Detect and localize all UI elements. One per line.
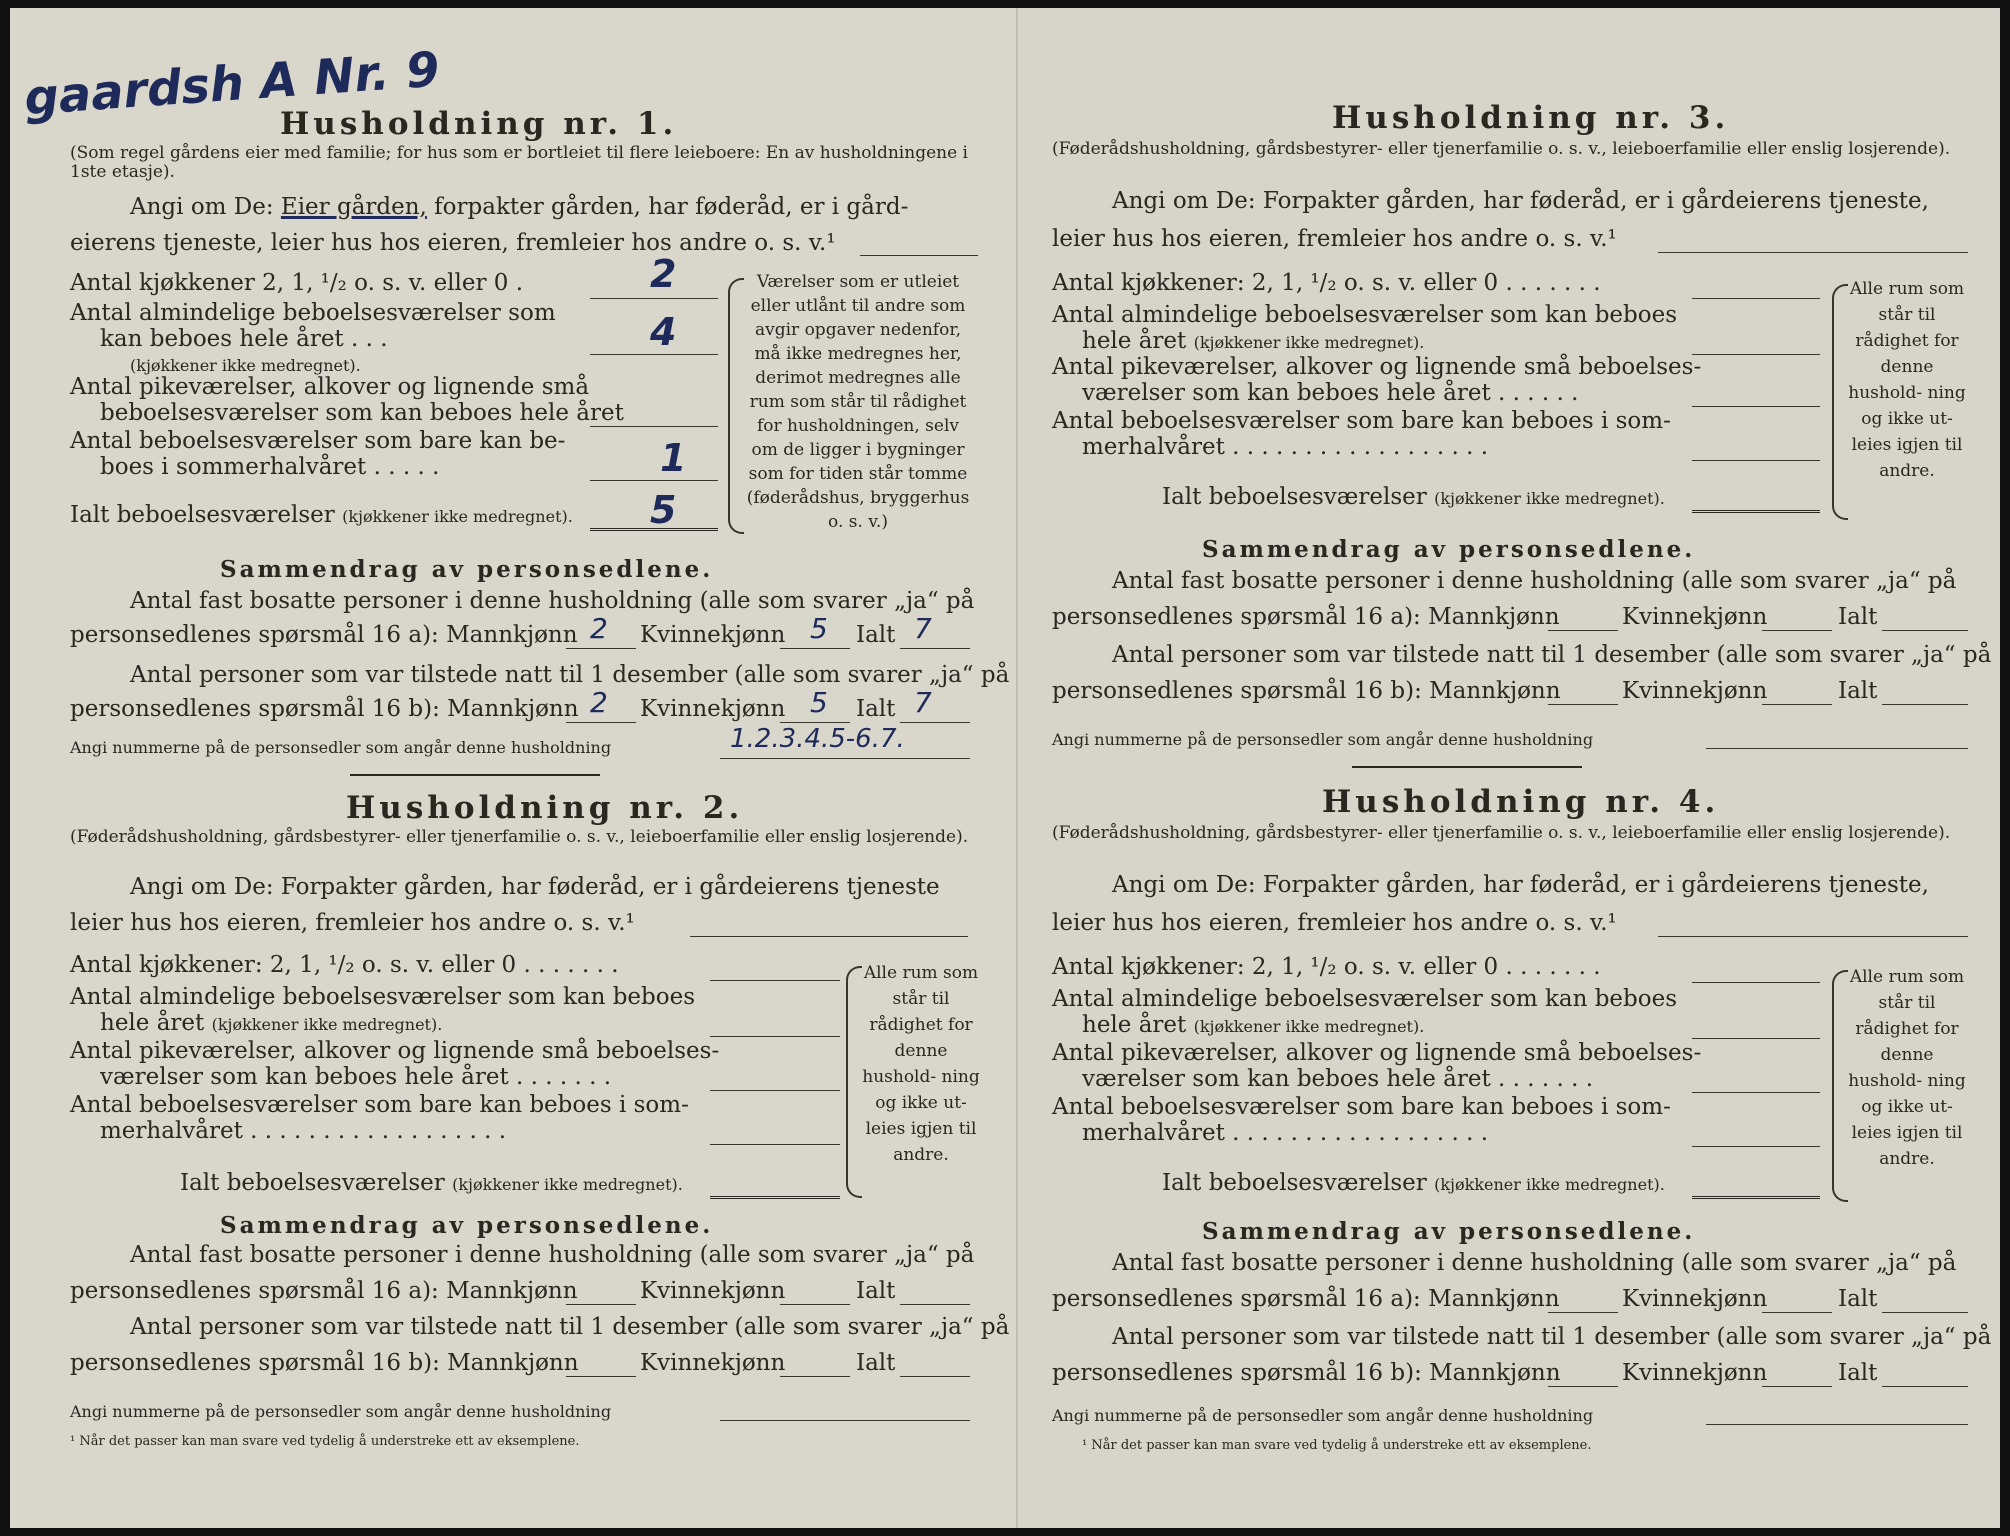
h1-total-rooms-sub: (kjøkkener ikke medregnet). bbox=[342, 507, 573, 526]
h3-maid-rooms-label-a: Antal pikeværelser, alkover og lignende små beboelses- bbox=[1052, 354, 1702, 380]
h1-maid-rooms-label-a: Antal pikeværelser, alkover og lignende små bbox=[70, 374, 590, 400]
h4-16a-female-label: Kvinnekjønn bbox=[1622, 1286, 1768, 1312]
h3-person-numbers-line bbox=[1706, 748, 1968, 749]
h1-summer-rooms-line bbox=[590, 480, 718, 481]
h2-rooms-line bbox=[710, 1036, 840, 1037]
h2-total-rooms-text: Ialt beboelsesværelser bbox=[180, 1170, 445, 1196]
h4-total-rooms-label bbox=[1162, 1170, 1665, 1196]
h1-person-numbers-line bbox=[720, 758, 970, 759]
h2-rooms-label-a: Antal almindelige beboelsesværelser som kan beboes bbox=[70, 984, 696, 1010]
left-page bbox=[10, 8, 1018, 1528]
h1-maid-rooms-label-b: beboelsesværelser som kan beboes hele året bbox=[100, 400, 624, 426]
h2-16a-total-label: Ialt bbox=[856, 1278, 896, 1304]
h2-total-rooms-line bbox=[710, 1196, 840, 1199]
h1-rooms-label-a: Antal almindelige beboelsesværelser som bbox=[70, 300, 556, 326]
h1-angi-line1 bbox=[130, 194, 908, 220]
h2-summer-rooms-label-b: merhalvåret . . . . . . . . . . . . . . . . . . bbox=[100, 1118, 507, 1144]
h1-person-numbers-label: Angi nummerne på de personsedler som angår denne husholdning bbox=[70, 738, 612, 757]
h4-16b-female-line bbox=[1762, 1386, 1832, 1387]
h3-16a-male-label: personsedlenes spørsmål 16 a): Mannkjønn bbox=[1052, 604, 1560, 630]
h4-person-numbers-line bbox=[1706, 1424, 1968, 1425]
h4-angi-line2: leier hus hos eieren, fremleier hos andre o. s. v.¹ bbox=[1052, 910, 1617, 936]
h3-note: (Føderådshusholdning, gårdsbestyrer- eller tjenerfamilie o. s. v., leieboerfamilie eller enslig losjerende). bbox=[1052, 139, 1951, 159]
h1-16a-male-line bbox=[566, 648, 636, 649]
h1-summary-line1: Antal fast bosatte personer i denne husholdning (alle som svarer „ja“ på bbox=[130, 588, 975, 614]
h4-kitchens-line bbox=[1692, 982, 1820, 983]
h3-16b-male-label: personsedlenes spørsmål 16 b): Mannkjønn bbox=[1052, 678, 1561, 704]
h2-16a-male-label: personsedlenes spørsmål 16 a): Mannkjønn bbox=[70, 1278, 578, 1304]
h2-kitchens-label: Antal kjøkkener: 2, 1, ¹/₂ o. s. v. eller 0 . . . . . . . bbox=[70, 952, 619, 978]
h1-total-rooms-value: 5 bbox=[650, 488, 677, 532]
h3-angi-line2: leier hus hos eieren, fremleier hos andre o. s. v.¹ bbox=[1052, 226, 1617, 252]
h1-kitchens-line bbox=[590, 298, 718, 299]
h2-brace bbox=[846, 966, 862, 1198]
h1-rooms-label-b: kan beboes hele året . . . bbox=[100, 326, 388, 352]
h3-summer-rooms-label-b: merhalvåret . . . . . . . . . . . . . . . . . . bbox=[1082, 434, 1489, 460]
h1-summer-rooms-value: 1 bbox=[660, 436, 687, 480]
h2-16b-male-label: personsedlenes spørsmål 16 b): Mannkjønn bbox=[70, 1350, 579, 1376]
h4-maid-rooms-label-b: værelser som kan beboes hele året . . . . . . . bbox=[1082, 1066, 1594, 1092]
h2-summary-title: Sammendrag av personsedlene. bbox=[220, 1212, 714, 1239]
h4-16b-male-label: personsedlenes spørsmål 16 b): Mannkjønn bbox=[1052, 1360, 1561, 1386]
h1-summer-rooms-label-b: boes i sommerhalvåret . . . . . bbox=[100, 454, 440, 480]
h2-16b-total-line bbox=[900, 1376, 970, 1377]
h3-summary-title: Sammendrag av personsedlene. bbox=[1202, 536, 1696, 563]
h3-summary-line3: Antal personer som var tilstede natt til 1 desember (alle som svarer „ja“ på bbox=[1112, 642, 1992, 668]
h1-16b-male-line bbox=[566, 722, 636, 723]
h2-note: (Føderådshusholdning, gårdsbestyrer- eller tjenerfamilie o. s. v., leieboerfamilie eller enslig losjerende). bbox=[70, 827, 969, 847]
h2-title: Husholdning nr. 2. bbox=[346, 790, 744, 826]
h3-16b-female-line bbox=[1762, 704, 1832, 705]
h4-angi-answer-line bbox=[1658, 936, 1968, 937]
h4-16b-total-label: Ialt bbox=[1838, 1360, 1878, 1386]
h2-maid-rooms-label-a: Antal pikeværelser, alkover og lignende små beboelses- bbox=[70, 1038, 720, 1064]
h4-angi-line1: Angi om De: Forpakter gården, har føderåd, er i gårdeierens tjeneste, bbox=[1112, 872, 1929, 898]
h2-16b-total-label: Ialt bbox=[856, 1350, 896, 1376]
h1-angi-line2: eierens tjeneste, leier hus hos eieren, fremleier hos andre o. s. v.¹ bbox=[70, 230, 836, 256]
h2-rooms-label-b bbox=[100, 1010, 442, 1036]
h2-kitchens-line bbox=[710, 980, 840, 981]
h2-summary-line3: Antal personer som var tilstede natt til 1 desember (alle som svarer „ja“ på bbox=[130, 1314, 1010, 1340]
h4-rooms-sub: (kjøkkener ikke medregnet). bbox=[1193, 1017, 1425, 1036]
h3-16a-total-label: Ialt bbox=[1838, 604, 1878, 630]
h4-16b-male-line bbox=[1548, 1386, 1618, 1387]
h1-16b-total-value: 7 bbox=[914, 686, 932, 719]
h1-title: Husholdning nr. 1. bbox=[280, 106, 678, 142]
h1-16a-total-line bbox=[900, 648, 970, 649]
right-footnote: ¹ Når det passer kan man svare ved tydelig å understreke ett av eksemplene. bbox=[1082, 1438, 1592, 1453]
h4-rooms-label-a: Antal almindelige beboelsesværelser som kan beboes bbox=[1052, 986, 1678, 1012]
h3-total-rooms-text: Ialt beboelsesværelser bbox=[1162, 484, 1427, 510]
h1-16b-female-label: Kvinnekjønn bbox=[640, 696, 786, 722]
h3-16b-total-line bbox=[1882, 704, 1968, 705]
h3-16b-female-label: Kvinnekjønn bbox=[1622, 678, 1768, 704]
h1-16a-female-line bbox=[780, 648, 850, 649]
h2-side-note: Alle rum som står til rådighet for denne hushold- ning og ikke ut- leies igjen til andre. bbox=[862, 963, 980, 1165]
h2-total-rooms-label bbox=[180, 1170, 683, 1196]
h1-summary-line2 bbox=[70, 622, 578, 648]
h2-rooms-text: hele året bbox=[100, 1010, 205, 1036]
h4-16b-female-label: Kvinnekjønn bbox=[1622, 1360, 1768, 1386]
h3-rooms-label-b bbox=[1082, 328, 1424, 354]
h3-maid-rooms-line bbox=[1692, 406, 1820, 407]
h4-total-rooms-text: Ialt beboelsesværelser bbox=[1162, 1170, 1427, 1196]
h4-person-numbers-label: Angi nummerne på de personsedler som angår denne husholdning bbox=[1052, 1406, 1594, 1425]
h1-16b-male-label: personsedlenes spørsmål 16 b): Mannkjønn bbox=[70, 696, 579, 722]
h1-kitchens-value: 2 bbox=[650, 252, 677, 296]
h2-16b-male-line bbox=[566, 1376, 636, 1377]
h1-angi-selected-option: Eier gården, bbox=[280, 194, 427, 220]
h1-summary-line3: Antal personer som var tilstede natt til 1 desember (alle som svarer „ja“ på bbox=[130, 662, 1010, 688]
h1-16b-female-line bbox=[780, 722, 850, 723]
h1-total-rooms-label bbox=[70, 502, 573, 528]
h2-angi-line2: leier hus hos eieren, fremleier hos andre o. s. v.¹ bbox=[70, 910, 635, 936]
h4-side-note: Alle rum som står til rådighet for denne hushold- ning og ikke ut- leies igjen til andre. bbox=[1848, 967, 1966, 1169]
h3-angi-answer-line bbox=[1658, 252, 1968, 253]
h1-total-rooms-text: Ialt beboelsesværelser bbox=[70, 502, 335, 528]
h3-brace bbox=[1832, 284, 1848, 520]
h1-16a-total-value: 7 bbox=[914, 612, 932, 645]
h2-16a-female-line bbox=[780, 1304, 850, 1305]
h1-16b-female-value: 5 bbox=[810, 686, 828, 719]
h1-angi-prefix: Angi om De: bbox=[130, 194, 274, 220]
h3-rooms-text: hele året bbox=[1082, 328, 1187, 354]
h3-rooms-line bbox=[1692, 354, 1820, 355]
h3-16b-total-label: Ialt bbox=[1838, 678, 1878, 704]
handwritten-title: gaardsh A Nr. 9 bbox=[22, 41, 442, 127]
h4-rooms-text: hele året bbox=[1082, 1012, 1187, 1038]
h4-maid-rooms-label-a: Antal pikeværelser, alkover og lignende små beboelses- bbox=[1052, 1040, 1702, 1066]
h3-person-numbers-label: Angi nummerne på de personsedler som angår denne husholdning bbox=[1052, 730, 1594, 749]
h2-person-numbers-line bbox=[720, 1420, 970, 1421]
h2-angi-line1: Angi om De: Forpakter gården, har føderåd, er i gårdeierens tjeneste bbox=[130, 874, 940, 900]
h3-angi-line1: Angi om De: Forpakter gården, har føderåd, er i gårdeierens tjeneste, bbox=[1112, 188, 1929, 214]
h4-kitchens-label: Antal kjøkkener: 2, 1, ¹/₂ o. s. v. eller 0 . . . . . . . bbox=[1052, 954, 1601, 980]
h1-side-note: Værelser som er utleiet eller utlånt til andre som avgir opgaver nedenfor, må ikke medregnes her, derimot medregnes alle rum som står til rådighet for husholdningen, selv om de ligger i bygninger som for tiden står tomme (føderådshus, bryggerhus o. s. v.) bbox=[746, 272, 970, 532]
h1-angi-answer-line bbox=[860, 255, 978, 256]
h1-note: (Som regel gårdens eier med familie; for hus som er bortleiet til flere leieboere: En av husholdningene i 1ste etasje). bbox=[70, 143, 968, 182]
h3-summary-line1: Antal fast bosatte personer i denne husholdning (alle som svarer „ja“ på bbox=[1112, 568, 1957, 594]
h2-summer-rooms-line bbox=[710, 1144, 840, 1145]
h3-16b-male-line bbox=[1548, 704, 1618, 705]
h1-16a-female-value: 5 bbox=[810, 612, 828, 645]
h1-16a-female-label: Kvinnekjønn bbox=[640, 622, 786, 648]
h3-kitchens-line bbox=[1692, 298, 1820, 299]
h3-summer-rooms-line bbox=[1692, 460, 1820, 461]
h4-summer-rooms-label-a: Antal beboelsesværelser som bare kan beboes i som- bbox=[1052, 1094, 1671, 1120]
h1-person-numbers-value: 1.2.3.4.5-6.7. bbox=[730, 724, 905, 754]
h2-16a-female-label: Kvinnekjønn bbox=[640, 1278, 786, 1304]
h2-16a-total-line bbox=[900, 1304, 970, 1305]
h4-rooms-label-b bbox=[1082, 1012, 1424, 1038]
h4-note: (Føderådshusholdning, gårdsbestyrer- eller tjenerfamilie o. s. v., leieboerfamilie eller enslig losjerende). bbox=[1052, 823, 1951, 843]
h4-16a-female-line bbox=[1762, 1312, 1832, 1313]
h4-summer-rooms-label-b: merhalvåret . . . . . . . . . . . . . . . . . . bbox=[1082, 1120, 1489, 1146]
h3-title: Husholdning nr. 3. bbox=[1332, 100, 1730, 136]
h1-16b-total-label: Ialt bbox=[856, 696, 896, 722]
h1-angi-options: forpakter gården, har føderåd, er i gård- bbox=[434, 194, 909, 220]
h4-summary-title: Sammendrag av personsedlene. bbox=[1202, 1218, 1696, 1245]
h4-16a-total-label: Ialt bbox=[1838, 1286, 1878, 1312]
h2-16b-female-label: Kvinnekjønn bbox=[640, 1350, 786, 1376]
h2-16b-female-line bbox=[780, 1376, 850, 1377]
h3-16a-female-line bbox=[1762, 630, 1832, 631]
h3-16a-female-label: Kvinnekjønn bbox=[1622, 604, 1768, 630]
h1-rooms-label-c: (kjøkkener ikke medregnet). bbox=[130, 356, 361, 375]
h1-summer-rooms-label-a: Antal beboelsesværelser som bare kan be- bbox=[70, 428, 566, 454]
h3-total-rooms-sub: (kjøkkener ikke medregnet). bbox=[1434, 489, 1665, 508]
h3-16a-male-line bbox=[1548, 630, 1618, 631]
h3-maid-rooms-label-b: værelser som kan beboes hele året . . . . . . bbox=[1082, 380, 1579, 406]
h1-16b-total-line bbox=[900, 722, 970, 723]
h3-side-note: Alle rum som står til rådighet for denne hushold- ning og ikke ut- leies igjen til andre. bbox=[1848, 279, 1966, 481]
h4-title: Husholdning nr. 4. bbox=[1322, 784, 1720, 820]
h3-h4-separator bbox=[1352, 766, 1582, 768]
right-page bbox=[1022, 8, 2000, 1528]
h3-total-rooms-label bbox=[1162, 484, 1665, 510]
h2-person-numbers-label: Angi nummerne på de personsedler som angår denne husholdning bbox=[70, 1402, 612, 1421]
h2-summer-rooms-label-a: Antal beboelsesværelser som bare kan beboes i som- bbox=[70, 1092, 689, 1118]
h1-maid-rooms-line bbox=[590, 426, 718, 427]
h2-rooms-sub: (kjøkkener ikke medregnet). bbox=[211, 1015, 443, 1034]
h4-16a-male-line bbox=[1548, 1312, 1618, 1313]
h3-rooms-label-a: Antal almindelige beboelsesværelser som kan beboes bbox=[1052, 302, 1678, 328]
h2-angi-answer-line bbox=[690, 936, 968, 937]
h1-16a-male-value: 2 bbox=[590, 612, 608, 645]
h1-summary-title: Sammendrag av personsedlene. bbox=[220, 556, 714, 583]
h2-maid-rooms-line bbox=[710, 1090, 840, 1091]
h1-h2-separator bbox=[350, 774, 600, 776]
h3-summer-rooms-label-a: Antal beboelsesværelser som bare kan beboes i som- bbox=[1052, 408, 1671, 434]
h3-total-rooms-line bbox=[1692, 510, 1820, 513]
h1-16a-total-label: Ialt bbox=[856, 622, 896, 648]
h2-summary-line1: Antal fast bosatte personer i denne husholdning (alle som svarer „ja“ på bbox=[130, 1242, 975, 1268]
h2-maid-rooms-label-b: værelser som kan beboes hele året . . . . . . . bbox=[100, 1064, 612, 1090]
h4-maid-rooms-line bbox=[1692, 1092, 1820, 1093]
h1-16b-male-value: 2 bbox=[590, 686, 608, 719]
h4-summer-rooms-line bbox=[1692, 1146, 1820, 1147]
left-footnote: ¹ Når det passer kan man svare ved tydelig å understreke ett av eksemplene. bbox=[70, 1434, 580, 1449]
h4-rooms-line bbox=[1692, 1038, 1820, 1039]
h4-16a-total-line bbox=[1882, 1312, 1968, 1313]
h4-summary-line3: Antal personer som var tilstede natt til 1 desember (alle som svarer „ja“ på bbox=[1112, 1324, 1992, 1350]
h4-16a-male-label: personsedlenes spørsmål 16 a): Mannkjønn bbox=[1052, 1286, 1560, 1312]
h4-total-rooms-line bbox=[1692, 1196, 1820, 1199]
h3-rooms-sub: (kjøkkener ikke medregnet). bbox=[1193, 333, 1425, 352]
h4-brace bbox=[1832, 970, 1848, 1202]
h2-16a-male-line bbox=[566, 1304, 636, 1305]
h4-total-rooms-sub: (kjøkkener ikke medregnet). bbox=[1434, 1175, 1665, 1194]
h1-rooms-value: 4 bbox=[650, 310, 677, 354]
h1-kitchens-label: Antal kjøkkener 2, 1, ¹/₂ o. s. v. eller 0 . bbox=[70, 270, 524, 296]
h4-16b-total-line bbox=[1882, 1386, 1968, 1387]
h3-kitchens-label: Antal kjøkkener: 2, 1, ¹/₂ o. s. v. eller 0 . . . . . . . bbox=[1052, 270, 1601, 296]
h3-16a-total-line bbox=[1882, 630, 1968, 631]
h1-rooms-line bbox=[590, 354, 718, 355]
h2-total-rooms-sub: (kjøkkener ikke medregnet). bbox=[452, 1175, 683, 1194]
h1-16a-male-label: personsedlenes spørsmål 16 a): Mannkjønn bbox=[70, 622, 578, 648]
h4-summary-line1: Antal fast bosatte personer i denne husholdning (alle som svarer „ja“ på bbox=[1112, 1250, 1957, 1276]
h1-total-rooms-line bbox=[590, 528, 718, 531]
